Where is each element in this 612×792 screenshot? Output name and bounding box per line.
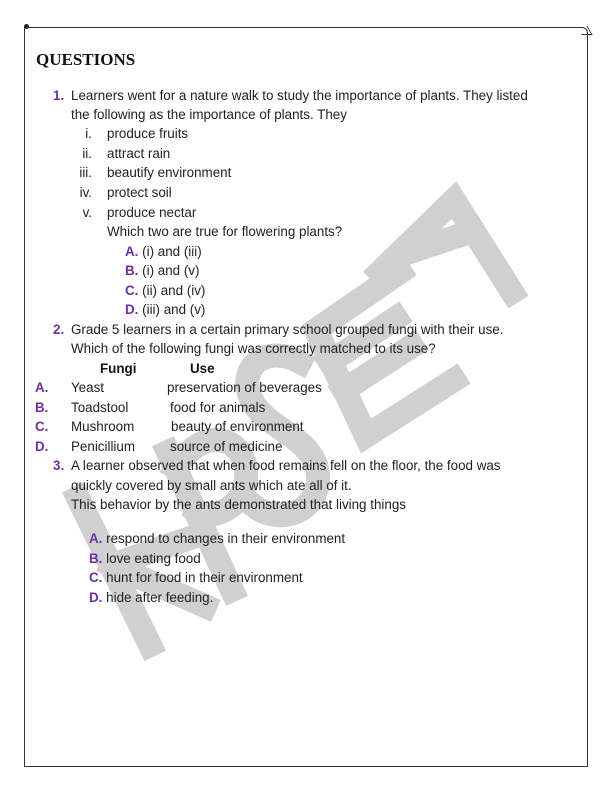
q3-option-a[interactable]: A. respond to changes in their environment <box>89 531 346 546</box>
q3-option-c[interactable]: C. hunt for food in their environment <box>89 570 303 585</box>
q2-option-a-use: preservation of beverages <box>167 380 322 395</box>
q1-number: 1. <box>53 88 65 103</box>
q2-stem-line1: Grade 5 learners in a certain primary school grouped fungi with their use. <box>71 322 504 337</box>
q2-option-d-letter[interactable]: D. <box>35 439 49 454</box>
q2-number: 2. <box>53 322 65 337</box>
q2-option-d-fungi: Penicillium <box>71 439 135 454</box>
q1-item-numeral: i. <box>85 126 92 141</box>
q1-stem-line1: Learners went for a nature walk to study the importance of plants. They listed <box>71 88 528 103</box>
q1-item-text: produce fruits <box>107 126 189 141</box>
q1-item-numeral: iv. <box>79 185 92 200</box>
q2-option-b-fungi: Toadstool <box>71 400 129 415</box>
q1-item-numeral: ii. <box>82 146 92 161</box>
q3-stem-line1: A learner observed that when food remains fell on the floor, the food was <box>71 458 501 473</box>
q2-option-c-use: beauty of environment <box>171 419 304 434</box>
q2-option-b-letter[interactable]: B. <box>35 400 49 415</box>
q1-item-numeral: iii. <box>79 165 92 180</box>
q1-stem-line2: the following as the importance of plants. They <box>71 107 347 122</box>
q1-item-text: produce nectar <box>107 205 197 220</box>
q3-number: 3. <box>53 458 65 473</box>
q1-prompt: Which two are true for flowering plants? <box>107 224 343 239</box>
q2-header-use: Use <box>190 361 215 376</box>
q1-item-numeral: v. <box>82 205 92 220</box>
q2-stem-line2: Which of the following fungi was correctly matched to its use? <box>71 341 436 356</box>
page-title: QUESTIONS <box>36 50 136 69</box>
q3-stem-line3: This behavior by the ants demonstrated that living things <box>71 497 406 512</box>
q2-option-a-fungi: Yeast <box>71 380 105 395</box>
q1-item-text: attract rain <box>107 146 171 161</box>
q1-option-c[interactable]: C. (ii) and (iv) <box>125 283 206 298</box>
q2-option-d-use: source of medicine <box>170 439 283 454</box>
q2-option-c-letter[interactable]: C. <box>35 419 49 434</box>
q1-option-a[interactable]: A. (i) and (iii) <box>125 244 202 259</box>
q1-option-b[interactable]: B. (i) and (v) <box>125 263 200 278</box>
q2-option-b-use: food for animals <box>170 400 266 415</box>
q3-option-d[interactable]: D. hide after feeding. <box>89 590 214 605</box>
q2-header-fungi: Fungi <box>100 361 137 376</box>
q1-item-text: beautify environment <box>107 165 232 180</box>
q3-stem-line2: quickly covered by small ants which ate all of it. <box>71 478 352 493</box>
q2-option-a-letter[interactable]: A. <box>35 380 49 395</box>
q3-option-b[interactable]: B. love eating food <box>89 551 201 566</box>
q1-item-text: protect soil <box>107 185 172 200</box>
q2-option-c-fungi: Mushroom <box>71 419 135 434</box>
q1-option-d[interactable]: D. (iii) and (v) <box>125 302 206 317</box>
